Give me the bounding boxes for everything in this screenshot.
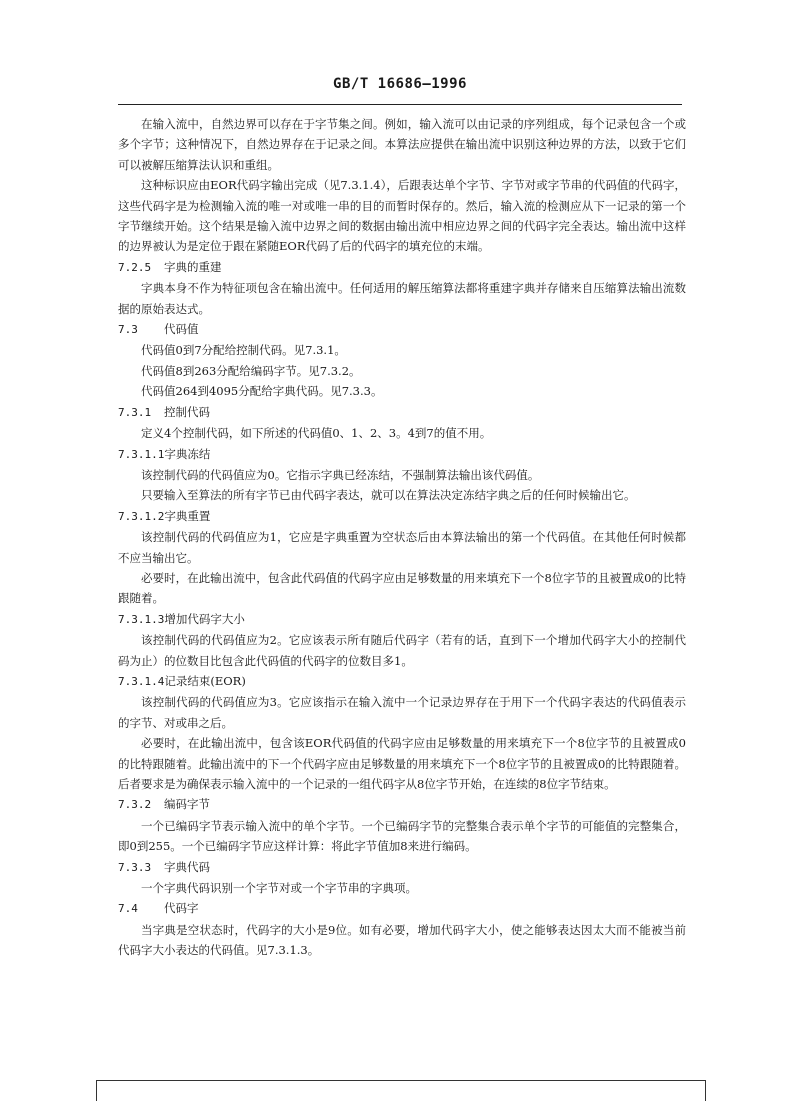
section-number: 7.3.3 [118,860,152,874]
paragraph: 字典本身不作为特征项包含在输出流中。任何适用的解压缩算法都将重建字典并存储来自压缩算法输出流数据的原始表达式。 [118,281,686,316]
paragraph: 该控制代码的代码值应为2。它应该表示所有随后代码字（若有的话，直到下一个增加代码字大小的控制代码为止）的位数目比包含此代码值的代码字的位数目多1。 [118,633,686,668]
paragraph: 只要输入至算法的所有字节已由代码字表达，就可以在算法决定冻结字典之后的任何时候输出它。 [141,488,636,503]
section-title: 字典代码 [164,859,210,874]
document-body [118,114,686,961]
paragraph: 在输入流中，自然边界可以存在于字节集之间。例如，输入流可以由记录的序列组成，每个记录包含一个或多个字节；这种情况下，自然边界存在于记录之间。本算法应提供在输出流中识别这种边界的方法，以致于它们可以被解压缩算法认识和重组。 [118,117,686,172]
section-title: 增加代码字大小 [164,611,245,626]
section-number: 7.2.5 [118,260,152,274]
paragraph: 代码值264到4095分配给字典代码。见7.3.3。 [141,384,383,399]
section-title: 代码值 [164,322,199,337]
header-divider [118,104,682,105]
section-number: 7.3.1.3 [118,612,165,626]
section-title: 编码字节 [164,797,210,812]
paragraph: 代码值0到7分配给控制代码。见7.3.1。 [141,343,346,358]
section-title: 控制代码 [164,404,210,419]
section-heading [118,671,686,692]
section-number: 7.3.1.1 [118,447,165,461]
section-heading [118,319,686,340]
section-heading [118,794,686,815]
paragraph: 一个已编码字节表示输入流中的单个字节。一个已编码字节的完整集合表示单个字节的可能值的完整集合，即0到255。一个已编码字节应这样计算：将此字节值加8来进行编码。 [118,818,686,854]
section-heading [118,857,686,878]
section-number: 7.3.1.4 [118,674,165,688]
section-heading [118,898,686,919]
paragraph: 当字典是空状态时，代码字的大小是9位。如有必要，增加代码字大小，使之能够表达因太大而不能被当前代码字大小表达的代码值。见7.3.1.3。 [118,922,686,958]
section-title: 记录结束(EOR) [164,673,246,688]
paragraph: 该控制代码的代码值应为0。它指示字典已经冻结，不强制算法输出该代码值。 [141,467,540,482]
section-heading [118,506,686,527]
section-number: 7.4 [118,902,138,916]
section-number: 7.3 [118,323,138,337]
paragraph: 该控制代码的代码值应为1，它应是字典重置为空状态后由本算法输出的第一个代码值。在其他任何时候都不应当输出它。 [118,530,686,565]
section-heading [118,444,686,465]
paragraph: 代码值8到263分配给编码字节。见7.3.2。 [141,363,361,378]
paragraph: 定义4个控制代码，如下所述的代码值0、1、2、3。4到7的值不用。 [141,426,492,441]
section-number: 7.3.1.2 [118,509,165,523]
paragraph: 一个字典代码识别一个字节对或一个字节串的字典项。 [141,881,417,896]
section-number: 7.3.2 [118,798,152,812]
section-title: 代码字 [164,901,199,916]
section-number: 7.3.1 [118,405,152,419]
page-header: GB/T 16686—1996 [333,76,467,92]
section-title: 字典冻结 [164,446,211,461]
paragraph: 必要时，在此输出流中，包含该EOR代码值的代码字应由足够数量的用来填充下一个8位字节的且被置成0的比特跟随着。此输出流中的下一个代码字应由足够数量的用来填充下一个8位字节的且被置成0的比特跟随着。后者要求是为确保表示输入流中的一个记录的一组代码字从8位字节开始，在连续的8位字节结束。 [118,736,686,791]
section-heading [118,609,686,630]
section-title: 字典的重建 [164,259,222,274]
paragraph: 必要时，在此输出流中，包含此代码值的代码字应由足够数量的用来填充下一个8位字节的且被置成0的比特跟随着。 [118,570,686,606]
paragraph: 该控制代码的代码值应为3。它应该指示在输入流中一个记录边界存在于用下一个代码字表达的代码值表示的字节、对或串之后。 [118,695,686,730]
paragraph: 这种标识应由EOR代码字输出完成（见7.3.1.4），后跟表达单个字节、字节对或字节串的代码值的代码字，这些代码字是为检测输入流的唯一对或唯一串的目的而暂时保存的。然后，输入流的检测应从下一记录的第一个字节继续开始。这个结果是输入流中边界之间的数据由输出流中相应边界之间的代码字完全表达。输出流中这样的边界被认为是定位于跟在紧随EOR代码了后的代码字的填充位的末端。 [118,178,686,254]
section-heading [118,402,686,423]
section-heading [118,257,686,278]
section-title: 字典重置 [164,508,211,523]
